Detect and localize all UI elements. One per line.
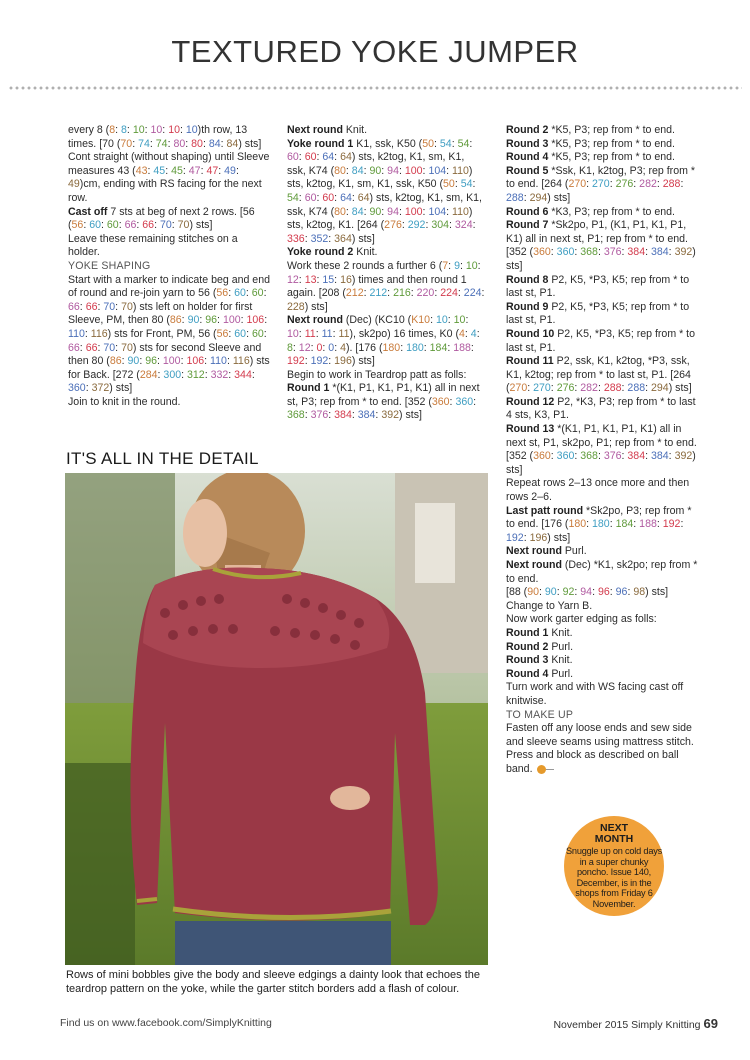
round-11: Round 11 P2, ssk, K1, k2tog, *P3, ssk, K1, k2tog; rep from * to last st, P1. [264 (270: 270: 276: 282: 288: 288: 294) sts] — [506, 355, 692, 395]
round-10: Round 10 P2, K5, *P3, K5; rep from * to last st, P1. — [506, 327, 695, 354]
garter-round-2: Round 2 Purl. — [506, 640, 574, 653]
fasten-off-text: Fasten off any loose ends and sew side and sleeve seams using mattress stitch. Press and block as described on ball band. — [506, 722, 694, 775]
sleeve-increase-text: every 8 (8: 8: 10: 10: 10: 10)th row, 13 times. [70 (70: 74: 74: 80: 80: 84: 84) sts] — [68, 124, 262, 150]
jumper-illustration — [65, 473, 488, 965]
badge-title-2: MONTH — [594, 833, 634, 845]
begin-teardrop-text: Begin to work in Teardrop patt as folls: — [287, 368, 467, 381]
round-9: Round 9 P2, K5, *P3, K5; rep from * to last st, P1. — [506, 300, 690, 327]
round-6: Round 6 *K3, P3; rep from * to end. — [506, 205, 675, 218]
end-mark-line — [546, 769, 554, 770]
yoke-round-2: Yoke round 2 Knit. — [287, 246, 378, 259]
round-8: Round 8 P2, K5, *P3, K5; rep from * to last st, P1. — [506, 273, 690, 300]
change-yarn-text: Change to Yarn B. — [506, 599, 593, 612]
join-text: Join to knit in the round. — [68, 395, 181, 408]
work-rounds-text: Work these 2 rounds a further 6 (7: 9: 10: 12: 13: 15: 16) times and then round 1 again. [208 (212: 212: 216: 220: 224: 224: 228) sts] — [287, 259, 485, 313]
page-number: 69 — [703, 1016, 718, 1031]
leave-stitches-text: Leave these remaining stitches on a holder. — [68, 232, 238, 259]
garter-round-3: Round 3 Knit. — [506, 654, 573, 667]
last-patt-round: Last patt round *Sk2po, P3; rep from * to end. [176 (180: 180: 184: 188: 192: 192: 196) sts] — [506, 504, 692, 544]
end-mark-icon — [537, 765, 546, 774]
round-4: Round 4 *K5, P3; rep from * to end. — [506, 151, 675, 164]
footer-issue — [553, 1016, 718, 1031]
next-round-purl: Next round Purl. — [506, 545, 587, 558]
yoke-shaping-text: Start with a marker to indicate beg and end of round and re-join yarn to 56 (56: 60: 60: 66: 66: 70: 70) sts left on holder for first Sleeve, PM, then 80 (86: 90: 96: 100: 106: 110: 116) sts for Front, PM, 56 (56: 60: 60: 66: 66: 70: 70) sts for second Sleeve and then 80 (86: 90: 96: 100: 106: 110: 116) sts for Back. [272 (284: 300: 312: 332: 344: 360: 372) sts] — [68, 273, 270, 395]
dotted-divider — [8, 86, 742, 90]
garter-round-1: Round 1 Knit. — [506, 626, 573, 639]
footer-issue-text: November 2015 Simply Knitting — [553, 1019, 701, 1031]
turn-work-text: Turn work and with WS facing cast off knitwise. — [506, 681, 684, 707]
yoke-round-1: Yoke round 1 K1, ssk, K50 (50: 54: 54: 60: 60: 64: 64) sts, k2tog, K1, sm, K1, ssk, K74 (80: 84: 90: 94: 100: 104: 110) sts, k2tog, K1, sm, K1, ssk, K50 (50: 54: 54: 60: 60: 64: 64) sts, k2tog, K1, sm, K1, ssk, K74 (80: 84: 90: 94: 100: 104: 110) sts, k2tog, K1. [264 (276: 292: 304: 324: 336: 352: 364) sts] — [287, 137, 482, 245]
pattern-column-3 — [506, 124, 702, 777]
pattern-column-2 — [287, 124, 485, 423]
garter-text: Now work garter edging as folls: — [506, 613, 657, 626]
round-13: Round 13 *(K1, P1, K1, P1, K1) all in next st, P1, sk2po, P1; rep from * to end. [352 (360: 360: 368: 376: 384: 384: 392) sts] — [506, 423, 697, 476]
round-1-text: Round 1 *(K1, P1, K1, P1, K1) all in next st, P3; rep from * to end. [352 (360: 360: 368: 376: 384: 384: 392) sts] — [287, 382, 480, 422]
page-title: TEXTURED YOKE JUMPER — [171, 34, 579, 69]
cont-straight-text: Cont straight (without shaping) until Sleeve measures 43 (43: 45: 45: 47: 47: 49: 49)cm, ending with RS facing for the next row. — [68, 151, 270, 204]
round-12: Round 12 P2, *K3, P3; rep from * to last 4 sts, K3, P1. — [506, 395, 696, 422]
badge-body: Snuggle up on cold days in a super chunky poncho. Issue 140, December, is in the shops from Friday 6 November. — [565, 846, 663, 909]
pattern-column-1 — [68, 124, 270, 409]
photo-caption: Rows of mini bobbles give the body and sleeve edgings a dainty look that echoes the teardrop pattern on the yoke, while the garter stitch borders add a flash of colour. — [66, 969, 480, 995]
footer-facebook-link[interactable]: Find us on www.facebook.com/SimplyKnitting — [60, 1017, 272, 1029]
next-round-dec-2: Next round (Dec) *K1, sk2po; rep from * to end. — [506, 559, 698, 585]
repeat-text: Repeat rows 2–13 once more and then rows 2–6. — [506, 477, 690, 504]
stitch-count-88: [88 (90: 90: 92: 94: 96: 96: 98) sts] — [506, 586, 669, 599]
badge-title-1: NEXT — [599, 822, 628, 834]
to-make-up-heading: TO MAKE UP — [506, 708, 574, 721]
yoke-shaping-heading: YOKE SHAPING — [68, 259, 151, 272]
round-3: Round 3 *K5, P3; rep from * to end. — [506, 137, 675, 150]
next-round-dec: Next round (Dec) (KC10 (K10: 10: 10: 10: 11: 11: 11), sk2po) 16 times, K0 (4: 4: 8: 12: 0: 0: 4). [176 (180: 180: 184: 188: 192: 192: 196) sts] — [287, 314, 480, 368]
jumper-photo — [65, 473, 488, 965]
cast-off-text: Cast off 7 sts at beg of next 2 rows. [56 (56: 60: 60: 66: 66: 70: 70) sts] — [68, 205, 255, 232]
round-7: Round 7 *Sk2po, P1, (K1, P1, K1, P1, K1) all in next st, P1; rep from * to end. [352 (360: 360: 368: 376: 384: 384: 392) sts] — [506, 219, 696, 272]
next-month-badge — [564, 816, 664, 916]
round-2: Round 2 *K5, P3; rep from * to end. — [506, 124, 675, 136]
garter-round-4: Round 4 Purl. — [506, 667, 574, 680]
detail-heading: IT'S ALL IN THE DETAIL — [66, 449, 259, 468]
round-5: Round 5 *Ssk, K1, k2tog, P3; rep from * to end. [264 (270: 270: 276: 282: 288: 288: 294) sts] — [506, 164, 695, 204]
next-round-knit: Next round Knit. — [287, 124, 368, 136]
